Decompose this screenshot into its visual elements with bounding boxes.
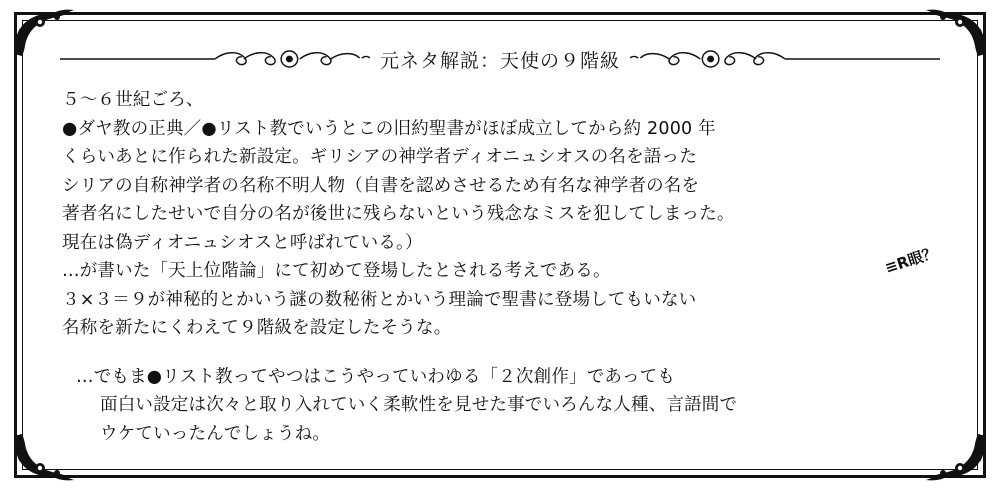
paragraph-spacer [62,343,950,363]
closing-note [62,363,950,449]
body-line-6: 現在は偽ディオニュシオスと呼ばれている。） [62,232,423,253]
body-line-5: 著者名にしたせいで自分の名が後世に残らないという残念なミスを犯してしまった。 [62,204,735,224]
sidenote-text: ≡R眼？ [882,243,940,278]
body-line-3: くらいあとに作られた新設定。ギリシアの神学者ディオニュシオスの名を語った [62,147,697,167]
body-line-2: ●ダヤ教の正典／●リスト教でいうとこの旧約聖書がほぼ成立してから約 2000 年 [62,118,716,139]
page-title: 元ネタ解説：天使の９階級 [380,49,621,72]
body-line-9: 名称を新たにくわえて９階級を設定したそうな。 [62,318,452,338]
closing-note-line-1: …でもま●リスト教ってやつはこうやっていわゆる「２次創作」であっても [76,366,676,387]
body-line-4: シリアの自称神学者の名称不明人物（自書を認めさせるため有名な神学者の名を [62,175,700,196]
heading-band [60,42,940,76]
closing-note-line-2: 面白い設定は次々と取り入れていく柔軟性を見せた事でいろんな人種、言語間で [100,395,738,415]
body-text [62,86,950,448]
body-line-7: …が書いた「天上位階論」にて初めて登場したとされる考えである。 [62,261,611,281]
floral-rule-right-icon [630,49,940,69]
closing-note-line-3: ウケていったんでしょうね。 [100,423,331,444]
floral-rule-left-icon [60,49,370,69]
body-line-8: ３×３＝９が神秘的とかいう謎の数秘術とかいう理論で聖書に登場してもいない [62,289,697,310]
body-line-1: ５～６世紀ごろ、 [62,90,204,110]
